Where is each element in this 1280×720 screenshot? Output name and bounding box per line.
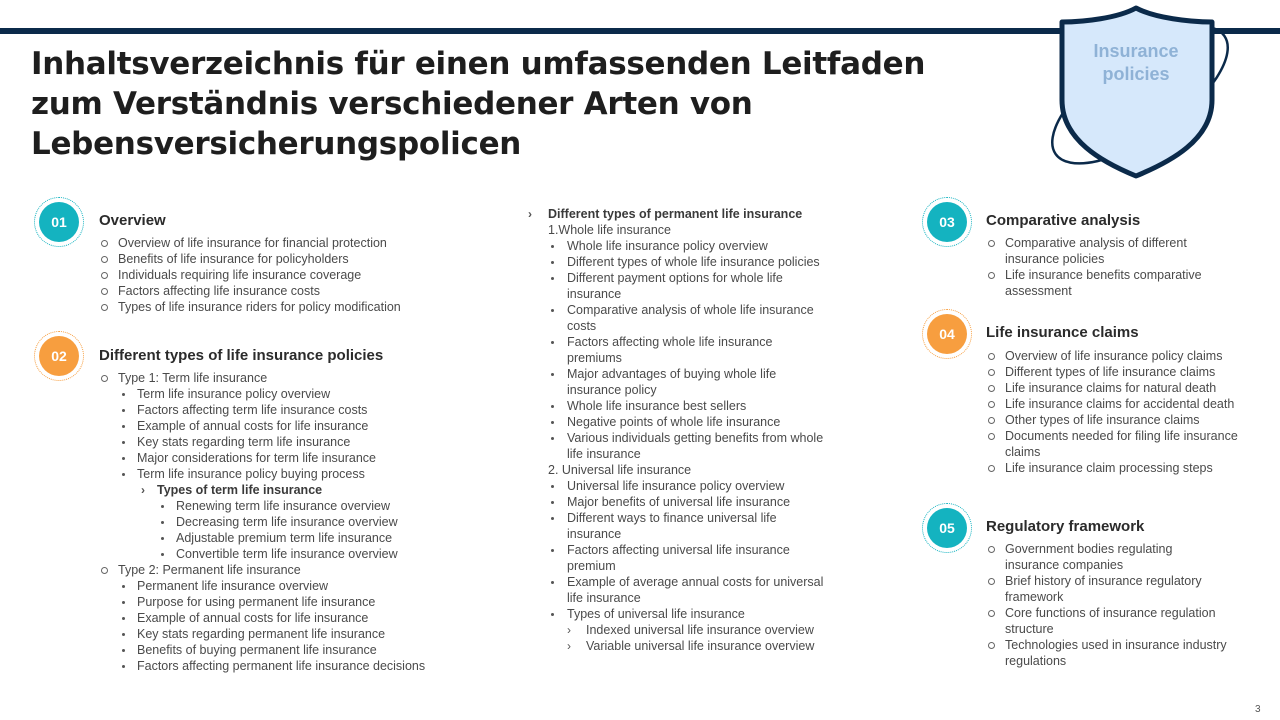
list-item: Other types of life insurance claims [986,412,1242,428]
section-01-list [99,235,479,315]
list-item: Major considerations for term life insurance [99,450,499,466]
list-item: 1.Whole life insurance [548,223,671,237]
list-item: Comparative analysis of different insurance policies [986,235,1226,267]
list-item: › Indexed universal life insurance overview [567,623,814,637]
list-item: › Different types of permanent life insurance [528,207,803,221]
shield-label [1072,40,1200,86]
list-item: Factors affecting term life insurance costs [99,402,499,418]
section-03-list [986,235,1226,299]
list-item: Factors affecting universal life insurance premium [528,542,828,574]
list-item: Factors affecting whole life insurance premiums [528,334,828,366]
list-item: Various individuals getting benefits from whole life insurance [528,430,828,462]
section-04-badge: 04 [927,314,967,354]
section-03-title: Comparative analysis [986,212,1141,229]
list-item: Term life insurance policy overview [99,386,499,402]
list-item: Example of annual costs for life insurance [99,418,499,434]
list-item: Individuals requiring life insurance coverage [99,267,479,283]
list-item: Different ways to finance universal life insurance [528,510,828,542]
list-item: Different types of life insurance claims [986,364,1242,380]
list-item: Negative points of whole life insurance [528,414,828,430]
list-item: Benefits of buying permanent life insurance [99,642,499,658]
section-03-badge: 03 [927,202,967,242]
list-item: Type 1: Term life insurance [99,370,499,386]
list-item: 2. Universal life insurance [548,463,692,477]
shield-label-line1: Insurance [1093,41,1179,61]
section-01-title: Overview [99,212,166,229]
list-item: › Variable universal life insurance overview [567,639,815,653]
section-04-title: Life insurance claims [986,324,1139,341]
list-item: Benefits of life insurance for policyholders [99,251,479,267]
list-item: Type 2: Permanent life insurance [99,562,499,578]
list-item: Life insurance benefits comparative assessment [986,267,1226,299]
section-05-badge: 05 [927,508,967,548]
list-item: Different types of whole life insurance policies [528,254,828,270]
section-05-title: Regulatory framework [986,518,1145,535]
list-item: Overview of life insurance policy claims [986,348,1242,364]
list-item: Documents needed for filing life insurance claims [986,428,1242,460]
list-item: Renewing term life insurance overview [99,498,499,514]
list-item: Comparative analysis of whole life insurance costs [528,302,828,334]
list-item: Different payment options for whole life insurance [528,270,828,302]
list-item: Life insurance claims for accidental death [986,396,1242,412]
list-item: Whole life insurance policy overview [528,238,828,254]
list-item: Types of life insurance riders for policy modification [99,299,479,315]
list-item: Permanent life insurance overview [99,578,499,594]
list-item: Types of universal life insurance [528,606,828,622]
page-number: 3 [1255,704,1261,715]
list-item: Example of annual costs for life insurance [99,610,499,626]
section-05-list [986,541,1230,669]
list-item: Example of average annual costs for universal life insurance [528,574,828,606]
list-item: Purpose for using permanent life insurance [99,594,499,610]
list-item: Core functions of insurance regulation structure [986,605,1230,637]
list-item: Universal life insurance policy overview [528,478,828,494]
list-item: Factors affecting life insurance costs [99,283,479,299]
list-item: Whole life insurance best sellers [528,398,828,414]
list-item: Life insurance claim processing steps [986,460,1242,476]
list-item: Government bodies regulating insurance companies [986,541,1230,573]
list-item: Convertible term life insurance overview [99,546,499,562]
list-item: Major advantages of buying whole life insurance policy [528,366,828,398]
list-item: Overview of life insurance for financial protection [99,235,479,251]
list-item: Major benefits of universal life insurance [528,494,828,510]
section-01-badge: 01 [39,202,79,242]
list-item: Key stats regarding permanent life insurance [99,626,499,642]
list-item: › Types of term life insurance [141,483,323,497]
shield-icon [1040,0,1240,180]
list-item: Technologies used in insurance industry regulations [986,637,1230,669]
section-02-badge: 02 [39,336,79,376]
middle-column-list [528,206,828,654]
section-02-title: Different types of life insurance policies [99,347,384,364]
list-item: Brief history of insurance regulatory framework [986,573,1230,605]
page-title: Inhaltsverzeichnis für einen umfassenden Leitfaden zum Verständnis verschiedener Arten von Lebensversicherungspolicen [31,46,926,162]
list-item: Factors affecting permanent life insurance decisions [99,658,499,674]
list-item: Key stats regarding term life insurance [99,434,499,450]
list-item: Decreasing term life insurance overview [99,514,499,530]
section-02-list [99,370,499,674]
shield-label-line2: policies [1102,64,1170,84]
list-item: Adjustable premium term life insurance [99,530,499,546]
section-04-list [986,348,1242,476]
list-item: Term life insurance policy buying process [99,466,499,482]
list-item: Life insurance claims for natural death [986,380,1242,396]
